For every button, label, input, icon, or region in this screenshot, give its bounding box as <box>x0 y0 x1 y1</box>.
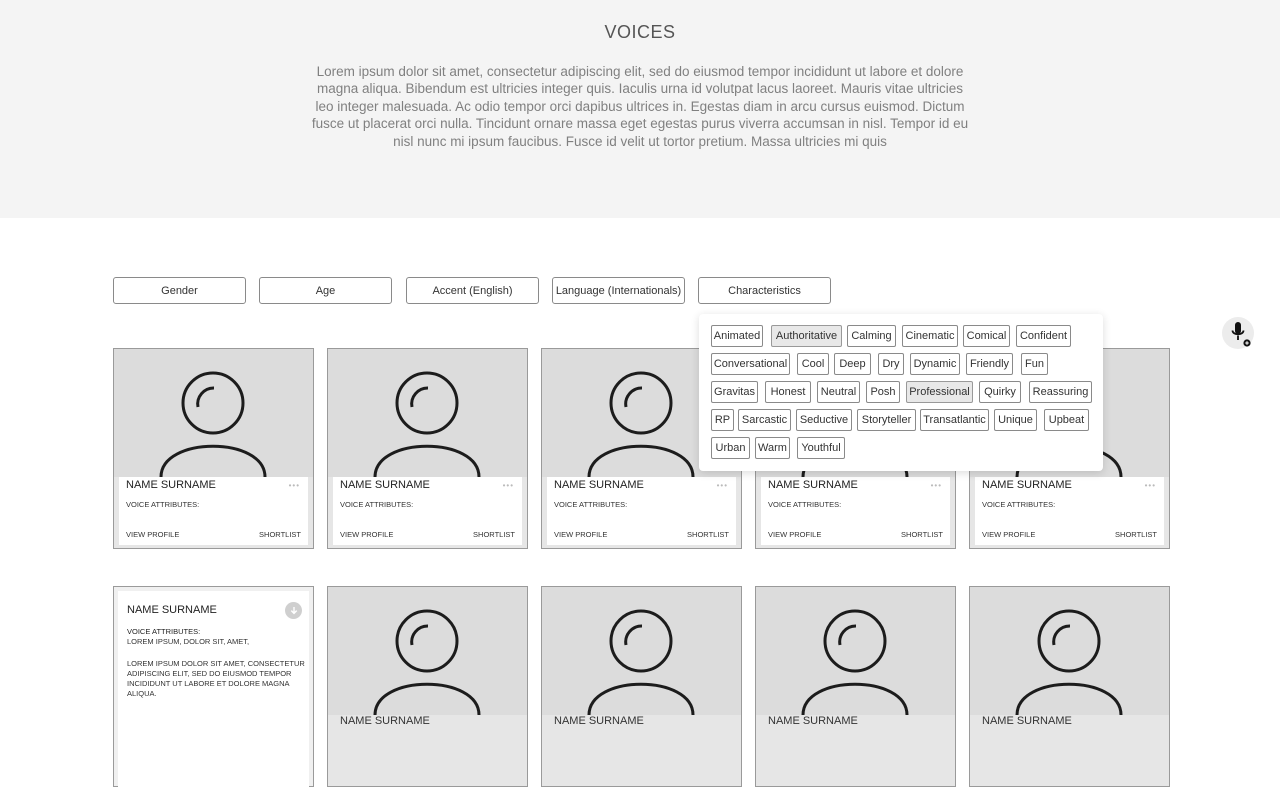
chip-conversational[interactable]: Conversational <box>711 353 790 375</box>
chip-upbeat[interactable]: Upbeat <box>1044 409 1089 431</box>
voice-card-info <box>547 477 736 545</box>
voice-name: NAME SURNAME <box>126 479 216 491</box>
chip-calming[interactable]: Calming <box>847 325 896 347</box>
voice-attributes-label: VOICE ATTRIBUTES: <box>554 500 628 509</box>
avatar <box>970 587 1169 715</box>
chip-rp[interactable]: RP <box>711 409 734 431</box>
chip-neutral[interactable]: Neutral <box>817 381 860 403</box>
chip-authoritative[interactable]: Authoritative <box>771 325 842 347</box>
voice-card[interactable] <box>969 586 1170 787</box>
chip-cool[interactable]: Cool <box>797 353 829 375</box>
voice-attributes-label: VOICE ATTRIBUTES: <box>768 500 842 509</box>
avatar <box>756 587 955 715</box>
voice-attributes-label: VOICE ATTRIBUTES: <box>126 500 200 509</box>
voice-card[interactable] <box>327 348 528 549</box>
chip-confident[interactable]: Confident <box>1016 325 1071 347</box>
voice-card[interactable] <box>113 348 314 549</box>
view-profile-link[interactable]: VIEW PROFILE <box>768 530 822 539</box>
more-options-icon[interactable]: ••• <box>716 481 728 490</box>
voice-card-info <box>761 477 950 545</box>
voice-attributes: LOREM IPSUM, DOLOR SIT, AMET, <box>127 637 250 646</box>
chip-honest[interactable]: Honest <box>765 381 811 403</box>
chip-sarcastic[interactable]: Sarcastic <box>738 409 791 431</box>
view-profile-link[interactable]: VIEW PROFILE <box>982 530 1036 539</box>
page-title: VOICES <box>604 22 676 42</box>
user-avatar-icon <box>970 587 1169 715</box>
voice-name: NAME SURNAME <box>982 479 1072 491</box>
chip-deep[interactable]: Deep <box>834 353 871 375</box>
more-options-icon[interactable]: ••• <box>288 481 300 490</box>
more-options-icon[interactable]: ••• <box>502 481 514 490</box>
chip-youthful[interactable]: Youthful <box>797 437 845 459</box>
voice-attributes-label: VOICE ATTRIBUTES: <box>127 627 201 636</box>
avatar <box>542 587 741 715</box>
voice-card-info <box>333 477 522 545</box>
chip-fun[interactable]: Fun <box>1021 353 1048 375</box>
filter-characteristics-button[interactable]: Characteristics <box>698 277 831 304</box>
microphone-add-icon[interactable] <box>1222 317 1254 349</box>
filter-accent-button[interactable]: Accent (English) <box>406 277 539 304</box>
more-options-icon[interactable]: ••• <box>930 481 942 490</box>
user-avatar-icon <box>328 349 527 477</box>
chip-transatlantic[interactable]: Transatlantic <box>920 409 989 431</box>
voice-card-info <box>975 477 1164 545</box>
voice-card-details <box>118 591 309 791</box>
chevron-down-circle-icon[interactable] <box>285 602 302 619</box>
shortlist-link[interactable]: SHORTLIST <box>259 530 301 539</box>
voice-card-expanded[interactable] <box>113 586 314 787</box>
filter-gender-button[interactable]: Gender <box>113 277 246 304</box>
voice-name: NAME SURNAME <box>768 715 858 727</box>
filter-language-button[interactable]: Language (Internationals) <box>552 277 685 304</box>
avatar <box>328 349 527 477</box>
chip-seductive[interactable]: Seductive <box>796 409 852 431</box>
chip-unique[interactable]: Unique <box>994 409 1037 431</box>
page-description: Lorem ipsum dolor sit amet, consectetur adipiscing elit, sed do eiusmod tempor incididunt ut labore et dolore magna aliqua. Bibendum est ultricies integer quis. Iaculis urna id volutpat lacus laoreet. Mauris vitae ultricies leo integer malesuada. Ac odio tempor orci dapibus ultrices in. Egestas diam in arcu cursus euismod. Dictum fusce ut placerat orci nulla. Tincidunt ornare massa eget egestas purus viverra accumsan in nisl. Tempor id eu nisl nunc mi ipsum faucibus. Fusce id velit ut tortor pretium. Massa ultricies mi quis <box>311 64 969 149</box>
chip-warm[interactable]: Warm <box>755 437 790 459</box>
user-avatar-icon <box>328 587 527 715</box>
filter-age-button[interactable]: Age <box>259 277 392 304</box>
chip-quirky[interactable]: Quirky <box>979 381 1021 403</box>
voice-name: NAME SURNAME <box>768 479 858 491</box>
chip-reassuring[interactable]: Reassuring <box>1029 381 1092 403</box>
shortlist-link[interactable]: SHORTLIST <box>1115 530 1157 539</box>
user-avatar-icon <box>114 349 313 477</box>
view-profile-link[interactable]: VIEW PROFILE <box>340 530 394 539</box>
chip-storyteller[interactable]: Storyteller <box>857 409 916 431</box>
view-profile-link[interactable]: VIEW PROFILE <box>126 530 180 539</box>
avatar <box>114 349 313 477</box>
shortlist-link[interactable]: SHORTLIST <box>473 530 515 539</box>
shortlist-link[interactable]: SHORTLIST <box>901 530 943 539</box>
chip-cinematic[interactable]: Cinematic <box>902 325 958 347</box>
voice-name: NAME SURNAME <box>982 715 1072 727</box>
voice-attributes-label: VOICE ATTRIBUTES: <box>982 500 1056 509</box>
voice-name: NAME SURNAME <box>554 715 644 727</box>
user-avatar-icon <box>756 587 955 715</box>
chip-professional[interactable]: Professional <box>906 381 973 403</box>
voice-name: NAME SURNAME <box>340 715 430 727</box>
chip-animated[interactable]: Animated <box>711 325 763 347</box>
chip-posh[interactable]: Posh <box>866 381 900 403</box>
chip-gravitas[interactable]: Gravitas <box>711 381 758 403</box>
hero-section <box>0 0 1280 218</box>
view-profile-link[interactable]: VIEW PROFILE <box>554 530 608 539</box>
chip-dynamic[interactable]: Dynamic <box>910 353 960 375</box>
voice-description: LOREM IPSUM DOLOR SIT AMET, CONSECTETUR ADIPISCING ELIT, SED DO EIUSMOD TEMPOR INCIDIDUNT UT LABORE ET DOLORE MAGNA ALIQUA. <box>127 659 305 698</box>
voice-name: NAME SURNAME <box>127 604 217 616</box>
user-avatar-icon <box>542 587 741 715</box>
more-options-icon[interactable]: ••• <box>1144 481 1156 490</box>
voice-card[interactable] <box>755 586 956 787</box>
voice-name: NAME SURNAME <box>340 479 430 491</box>
avatar <box>328 587 527 715</box>
chip-friendly[interactable]: Friendly <box>966 353 1013 375</box>
voice-name: NAME SURNAME <box>554 479 644 491</box>
chip-urban[interactable]: Urban <box>711 437 750 459</box>
chip-comical[interactable]: Comical <box>963 325 1010 347</box>
characteristics-dropdown <box>699 314 1103 471</box>
voice-card-info <box>119 477 308 545</box>
voice-card[interactable] <box>541 586 742 787</box>
voice-attributes-label: VOICE ATTRIBUTES: <box>340 500 414 509</box>
voice-card[interactable] <box>327 586 528 787</box>
shortlist-link[interactable]: SHORTLIST <box>687 530 729 539</box>
chip-dry[interactable]: Dry <box>878 353 904 375</box>
